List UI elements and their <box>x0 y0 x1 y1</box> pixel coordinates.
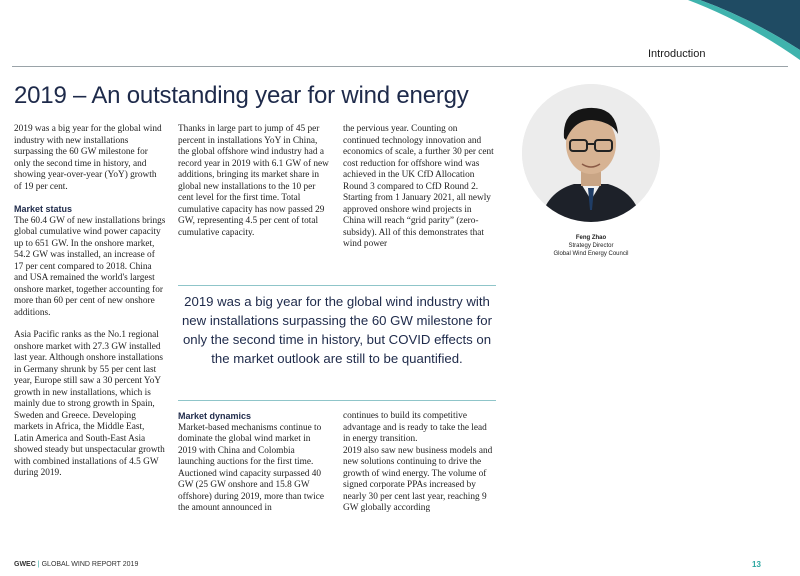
paragraph: Market-based mechanisms continue to dominate the global wind market in 2019 with China and Colombia launching auctions for the first time. Auctioned wind capacity surpassed 40 GW (25 GW onshore and 15.8 GW offshore) during 2019, more than twice the amount announced in <box>178 422 324 513</box>
page-title: 2019 – An outstanding year for wind energy <box>14 82 469 109</box>
portrait-icon <box>522 84 660 222</box>
paragraph: 2019 also saw new business models and new solutions continuing to drive the growth of wind energy. The volume of signed corporate PPAs increased by nearly 30 per cent last year, reaching 9 GW globally according <box>343 445 493 513</box>
portrait-role: Strategy Director <box>568 243 614 249</box>
column-1 <box>14 124 166 491</box>
column-3-bottom <box>343 411 495 526</box>
footer-logo: GWEC <box>14 561 36 568</box>
heading-market-status: Market status <box>14 204 73 214</box>
column-2-top <box>178 124 330 250</box>
paragraph: Thanks in large part to jump of 45 per percent in installations YoY in China, the global offshore wind industry had a record year in 2019 with 6.1 GW of new additions, bringing its market share in global new installations to the 10 per cent level for the first time. Total cumulative capacity has now passed 29 GW, representing 4.5 per cent of total cumulative capacity. <box>178 124 329 238</box>
portrait-photo <box>522 84 660 222</box>
paragraph: Asia Pacific ranks as the No.1 regional onshore market with 27.3 GW installed last year. Although onshore installations in Germany shrunk by 55 per cent last year, Europe still saw a 30 percent YoY growth in new installations, which is mainly due to strong growth in Spain, Sweden and Greece. Developing markets in Africa, the Middle East, Latin America and South-East Asia showed steady but unspectacular growth with combined installations of 4.5 GW during 2019. <box>14 330 165 478</box>
column-2-bottom <box>178 411 330 526</box>
pullquote-rule-top <box>178 285 496 286</box>
pullquote-rule-bottom <box>178 400 496 401</box>
page-number: 13 <box>752 560 761 569</box>
paragraph: The 60.4 GW of new installations brings global cumulative wind power capacity up to 651 GW. In the onshore market, 54.2 GW was installed, an increase of 17 per cent compared to 2018. China and USA remained the world's largest onshore market, together accounting for more than 60 per cent of new onshore additions. <box>14 215 166 318</box>
section-label: Introduction <box>648 48 706 60</box>
heading-market-dynamics: Market dynamics <box>178 411 252 421</box>
portrait-name: Feng Zhao <box>575 235 607 241</box>
paragraph: 2019 was a big year for the global wind industry with new installations surpassing the 60 GW milestone for only the second time in history, and showing year-over-year (YoY) growth of 19 per cent. <box>14 124 162 192</box>
column-3-top <box>343 124 495 262</box>
portrait-org: Global Wind Energy Council <box>553 251 629 257</box>
portrait-caption <box>536 234 646 258</box>
pullquote: 2019 was a big year for the global wind industry with new installations surpassing the 60 GW milestone for only the second time in history, but COVID effects on the market outlook are still to be quantified. <box>181 294 493 366</box>
footer-brand: GWEC | GLOBAL WIND REPORT 2019 <box>14 561 139 568</box>
footer-report: GLOBAL WIND REPORT 2019 <box>41 561 139 568</box>
paragraph: continues to build its competitive advantage and is ready to take the lead in energy transition. <box>343 411 487 444</box>
header-divider <box>12 66 788 67</box>
paragraph: the pervious year. Counting on continued technology innovation and economics of scale, a further 30 per cent cost reduction for offshore wind was achieved in the UK CfD Allocation Round 3 compared to CfD Round 2. Starting from 1 January 2021, all newly approved onshore wind projects in China will reach “grid parity” (zero- subsidy). All of this demonstrates that wind power <box>343 124 494 249</box>
